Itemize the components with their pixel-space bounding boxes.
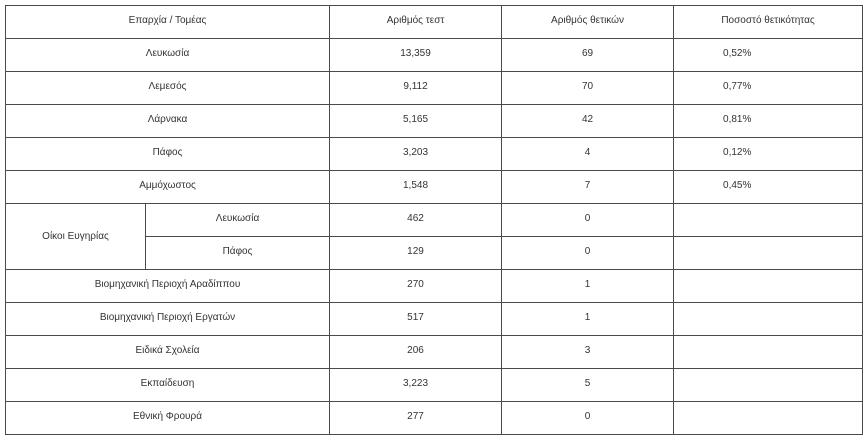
table-row: [6, 270, 863, 303]
region-cell: Εκπαίδευση: [6, 369, 330, 402]
header-tests: Αριθμός τεστ: [330, 6, 502, 39]
rate-cell: [674, 237, 863, 270]
table-row: [6, 402, 863, 435]
tests-cell: 3,223: [330, 369, 502, 402]
tests-cell: 9,112: [330, 72, 502, 105]
subregion-cell: Λευκωσία: [146, 204, 330, 237]
care-homes-label: Οίκοι Ευγηρίας: [6, 204, 146, 270]
positives-cell: 5: [502, 369, 674, 402]
region-cell: Εθνική Φρουρά: [6, 402, 330, 435]
table-row: [6, 171, 863, 204]
region-cell: Λευκωσία: [6, 39, 330, 72]
tests-cell: 206: [330, 336, 502, 369]
rate-cell: 0,12%: [674, 138, 863, 171]
positives-cell: 3: [502, 336, 674, 369]
subregion-cell: Πάφος: [146, 237, 330, 270]
tests-cell: 1,548: [330, 171, 502, 204]
positives-cell: 0: [502, 204, 674, 237]
tests-cell: 462: [330, 204, 502, 237]
table-row: [6, 105, 863, 138]
positives-cell: 1: [502, 303, 674, 336]
table-header-row: [6, 6, 863, 39]
tests-cell: 129: [330, 237, 502, 270]
header-rate: Ποσοστό θετικότητας: [674, 6, 863, 39]
tests-cell: 517: [330, 303, 502, 336]
rate-cell: [674, 402, 863, 435]
region-cell: Λεμεσός: [6, 72, 330, 105]
positives-cell: 0: [502, 402, 674, 435]
positives-cell: 4: [502, 138, 674, 171]
tests-cell: 5,165: [330, 105, 502, 138]
rate-cell: [674, 204, 863, 237]
header-region: Επαρχία / Τομέας: [6, 6, 330, 39]
table-row: [6, 336, 863, 369]
positives-cell: 0: [502, 237, 674, 270]
table-row: [6, 303, 863, 336]
table-row: [6, 204, 863, 237]
positives-cell: 7: [502, 171, 674, 204]
tests-cell: 13,359: [330, 39, 502, 72]
region-cell: Λάρνακα: [6, 105, 330, 138]
rate-cell: [674, 336, 863, 369]
rate-cell: [674, 270, 863, 303]
rate-cell: 0,77%: [674, 72, 863, 105]
table-row: [6, 72, 863, 105]
positives-cell: 1: [502, 270, 674, 303]
header-positives: Αριθμός θετικών: [502, 6, 674, 39]
rate-cell: [674, 303, 863, 336]
table-row: [6, 369, 863, 402]
region-cell: Πάφος: [6, 138, 330, 171]
region-cell: Αμμόχωστος: [6, 171, 330, 204]
table-row: [6, 138, 863, 171]
rate-cell: 0,45%: [674, 171, 863, 204]
region-cell: Βιομηχανική Περιοχή Αραδίππου: [6, 270, 330, 303]
covid-tests-table: [5, 5, 863, 435]
region-cell: Ειδικά Σχολεία: [6, 336, 330, 369]
rate-cell: [674, 369, 863, 402]
table-row: [6, 39, 863, 72]
tests-cell: 270: [330, 270, 502, 303]
positives-cell: 42: [502, 105, 674, 138]
rate-cell: 0,81%: [674, 105, 863, 138]
rate-cell: 0,52%: [674, 39, 863, 72]
tests-cell: 277: [330, 402, 502, 435]
tests-cell: 3,203: [330, 138, 502, 171]
positives-cell: 70: [502, 72, 674, 105]
positives-cell: 69: [502, 39, 674, 72]
region-cell: Βιομηχανική Περιοχή Εργατών: [6, 303, 330, 336]
